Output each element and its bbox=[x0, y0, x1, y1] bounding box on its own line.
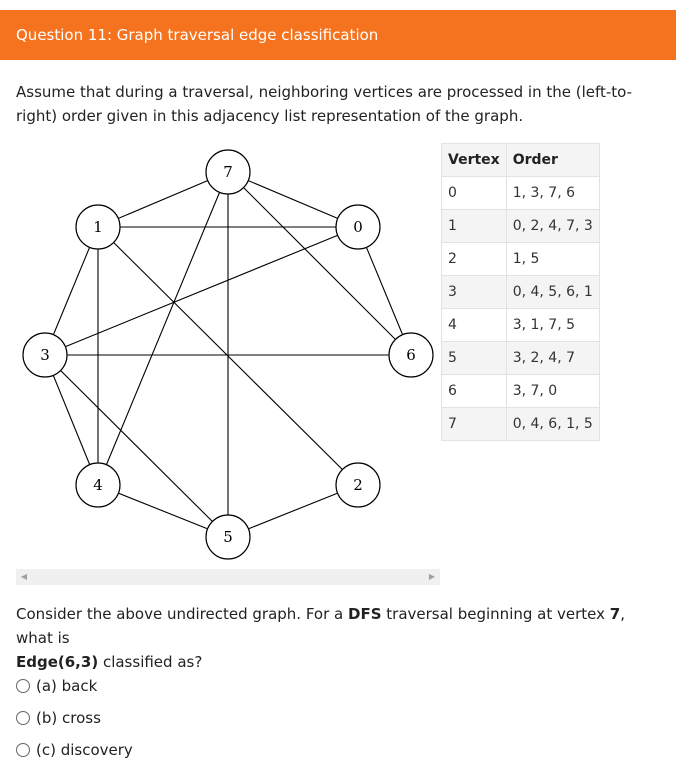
table-row bbox=[442, 210, 600, 243]
radio-icon[interactable] bbox=[16, 743, 30, 757]
order-cell: 1, 5 bbox=[506, 243, 599, 276]
question-part-2: traversal beginning at vertex bbox=[381, 605, 610, 623]
table-row bbox=[442, 408, 600, 441]
table-row bbox=[442, 375, 600, 408]
vertex-cell: 7 bbox=[442, 408, 507, 441]
vertex-column-header: Vertex bbox=[442, 144, 507, 177]
edge-6-7 bbox=[228, 172, 411, 355]
table-row bbox=[442, 309, 600, 342]
table-row bbox=[442, 177, 600, 210]
vertex-cell: 1 bbox=[442, 210, 507, 243]
order-cell: 3, 2, 4, 7 bbox=[506, 342, 599, 375]
radio-icon[interactable] bbox=[16, 679, 30, 693]
vertex-cell: 2 bbox=[442, 243, 507, 276]
vertex-2 bbox=[336, 463, 380, 507]
table-row bbox=[442, 243, 600, 276]
order-cell: 3, 7, 0 bbox=[506, 375, 599, 408]
edge-label: Edge(6,3) bbox=[16, 653, 99, 671]
order-cell: 0, 2, 4, 7, 3 bbox=[506, 210, 599, 243]
vertex-7 bbox=[206, 150, 250, 194]
graph-diagram bbox=[0, 140, 440, 565]
order-column-header: Order bbox=[506, 144, 599, 177]
vertex-label: 6 bbox=[406, 346, 416, 364]
question-text bbox=[16, 602, 656, 674]
order-cell: 0, 4, 5, 6, 1 bbox=[506, 276, 599, 309]
start-vertex: 7 bbox=[609, 605, 621, 623]
vertex-1 bbox=[76, 205, 120, 249]
adjacency-header-row bbox=[442, 144, 600, 177]
option-label: (b) cross bbox=[36, 709, 101, 727]
question-part-1: Consider the above undirected graph. For a bbox=[16, 605, 348, 623]
question-part-4: classified as? bbox=[98, 653, 203, 671]
scroll-right-icon[interactable]: ▶ bbox=[428, 572, 436, 581]
vertex-cell: 3 bbox=[442, 276, 507, 309]
vertex-3 bbox=[23, 333, 67, 377]
order-cell: 3, 1, 7, 5 bbox=[506, 309, 599, 342]
option-label: (c) discovery bbox=[36, 741, 133, 759]
question-part-3: , what is bbox=[16, 605, 625, 647]
radio-icon[interactable] bbox=[16, 711, 30, 725]
intro-text: Assume that during a traversal, neighboring vertices are processed in the (left-to-right) order given in this adjacency list representation of the graph. bbox=[16, 83, 633, 125]
traversal-type: DFS bbox=[348, 605, 382, 623]
option-c[interactable] bbox=[16, 734, 133, 766]
edge-3-5 bbox=[45, 355, 228, 537]
table-row bbox=[442, 342, 600, 375]
vertex-cell: 5 bbox=[442, 342, 507, 375]
order-cell: 0, 4, 6, 1, 5 bbox=[506, 408, 599, 441]
vertex-label: 7 bbox=[223, 163, 233, 181]
adjacency-table bbox=[441, 143, 600, 441]
vertex-label: 2 bbox=[353, 476, 363, 494]
vertex-label: 1 bbox=[93, 218, 103, 236]
vertex-cell: 4 bbox=[442, 309, 507, 342]
option-label: (a) back bbox=[36, 677, 98, 695]
option-a[interactable] bbox=[16, 670, 133, 702]
order-cell: 1, 3, 7, 6 bbox=[506, 177, 599, 210]
vertex-cell: 0 bbox=[442, 177, 507, 210]
option-b[interactable] bbox=[16, 702, 133, 734]
vertex-label: 4 bbox=[93, 476, 103, 494]
vertex-label: 3 bbox=[40, 346, 50, 364]
question-header bbox=[0, 10, 676, 60]
vertex-5 bbox=[206, 515, 250, 559]
vertex-4 bbox=[76, 463, 120, 507]
question-title: Question 11: Graph traversal edge classification bbox=[16, 26, 379, 44]
vertex-label: 0 bbox=[353, 218, 363, 236]
vertex-0 bbox=[336, 205, 380, 249]
horizontal-scrollbar[interactable] bbox=[16, 569, 440, 585]
vertex-label: 5 bbox=[223, 528, 233, 546]
vertex-6 bbox=[389, 333, 433, 377]
table-row bbox=[442, 276, 600, 309]
scroll-left-icon[interactable]: ◀ bbox=[20, 572, 28, 581]
answer-options bbox=[16, 670, 133, 766]
vertex-cell: 6 bbox=[442, 375, 507, 408]
